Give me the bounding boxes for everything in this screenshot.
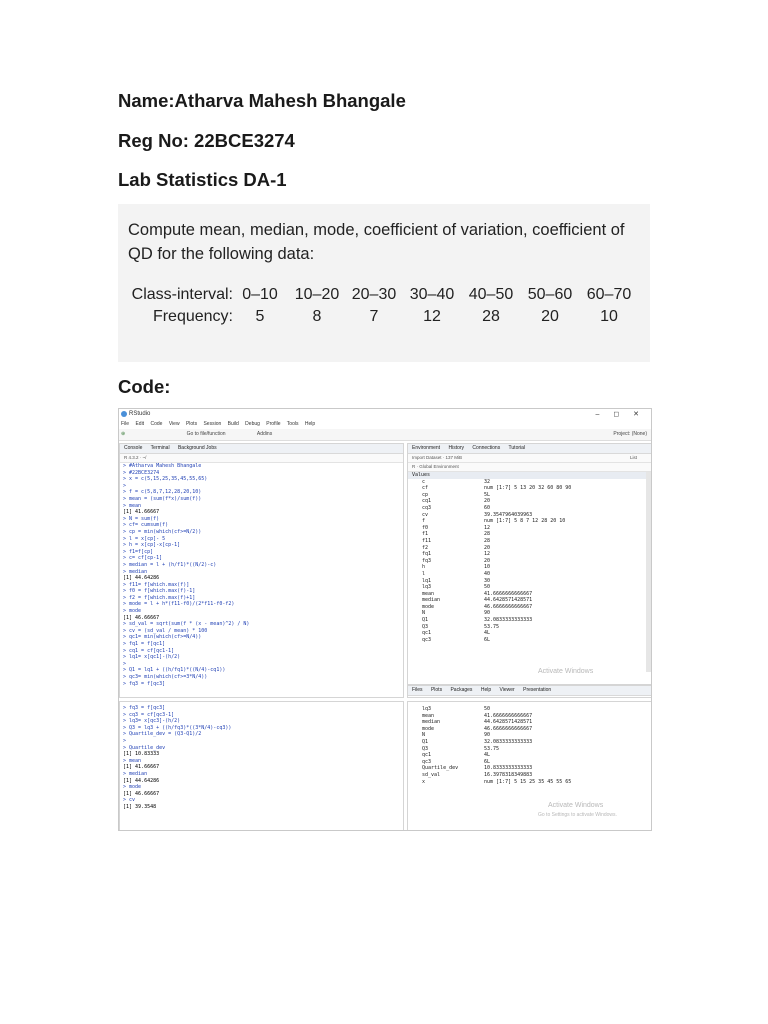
- variable-name: c: [422, 478, 426, 485]
- environment-row[interactable]: [408, 571, 651, 578]
- variable-name: qc1: [422, 630, 432, 637]
- menu-edit[interactable]: Edit: [135, 421, 145, 427]
- files-tabs: [408, 686, 651, 696]
- console-command-line: > fq1 = f[qc1]: [123, 641, 166, 648]
- environment-row[interactable]: [408, 746, 651, 753]
- variable-value: num [1:7] 5 13 20 32 60 80 90: [484, 485, 572, 492]
- variable-value: 44.6428571428571: [484, 597, 533, 604]
- environment-row[interactable]: [408, 610, 651, 617]
- console-command-line: > N = sum(f): [123, 515, 160, 522]
- environment-row[interactable]: [408, 525, 651, 532]
- console-command-line: > f2 = f[which.max(f)+1]: [123, 594, 196, 601]
- console-command-line: > fq3 = f[qc3]: [123, 705, 166, 711]
- console-command-line: > qc1= min(which(cf>=N/4)): [123, 634, 202, 641]
- variable-name: N: [422, 732, 426, 739]
- variable-name: lq1: [422, 577, 432, 584]
- console-command-line: > cv: [123, 797, 136, 804]
- variable-value: 10: [484, 564, 491, 571]
- tab-console[interactable]: Console: [124, 445, 143, 451]
- variable-name: Q3: [422, 623, 429, 630]
- question-text: [128, 218, 640, 266]
- console-command-line: > c= cf[cp-1]: [123, 555, 163, 562]
- environment-pane: [407, 443, 652, 685]
- variable-name: mode: [422, 603, 435, 610]
- variable-value: 90: [484, 610, 491, 617]
- values-section-header: Values: [408, 472, 651, 479]
- variable-name: h: [422, 564, 426, 571]
- console-command-line: > sd_val = sqrt(sum(f * (x - mean)^2) / N): [123, 621, 250, 628]
- activate-windows-subtext: Go to Settings to activate Windows.: [538, 812, 617, 818]
- activate-windows-watermark: Activate Windows: [538, 668, 594, 675]
- variable-value: 12: [484, 551, 491, 558]
- class-cell: 40–50: [468, 286, 514, 303]
- variable-value: 4L: [484, 630, 491, 637]
- environment-row[interactable]: [408, 732, 651, 739]
- frequency-cell: 20: [541, 308, 559, 325]
- console-command-line: > mode: [123, 784, 142, 791]
- menu-bar: [119, 420, 651, 429]
- class-cell: 10–20: [294, 286, 340, 303]
- menu-plots[interactable]: Plots: [185, 421, 198, 427]
- frequency-cell: 28: [482, 308, 500, 325]
- environment-row[interactable]: [408, 538, 651, 545]
- menu-debug[interactable]: Debug: [245, 421, 260, 427]
- menu-view[interactable]: View: [168, 421, 180, 427]
- go-to-file-input[interactable]: Go to file/function: [186, 431, 226, 437]
- registration-number: Reg No: 22BCE3274: [118, 130, 295, 151]
- variable-value: 39.3547964039963: [484, 511, 533, 518]
- variable-name: N: [422, 610, 426, 617]
- environment-row[interactable]: [408, 739, 651, 746]
- variable-value: 20: [484, 557, 491, 564]
- variable-name: Q3: [422, 745, 429, 752]
- list-view-toggle[interactable]: List: [629, 455, 637, 460]
- console-command-line: > h = x[cp]-x[cp-1]: [123, 542, 181, 549]
- variable-value: 10.8333333333333: [484, 765, 533, 772]
- student-name: Name:Atharva Mahesh Bhangale: [118, 90, 406, 111]
- tab-tutorial[interactable]: Tutorial: [508, 445, 526, 451]
- console-command-line: > mean: [123, 757, 142, 764]
- variable-value: 41.6666666666667: [484, 590, 533, 597]
- console-command-line: > lq3= x[qc3]-(h/2): [123, 718, 181, 725]
- variable-name: cf: [422, 485, 429, 492]
- variable-name: f1: [422, 531, 429, 538]
- environment-row[interactable]: [408, 545, 651, 552]
- variable-value: 32.0833333333333: [484, 738, 533, 745]
- console-command-line: > mode = l + h*(f11-f0)/(2*f11-f0-f2): [123, 601, 235, 608]
- console-command-line: > cq1 = cf[qc1-1]: [123, 647, 175, 654]
- environment-row[interactable]: [408, 564, 651, 571]
- variable-name: lq3: [422, 584, 432, 591]
- question-line-2: QD for the following data:: [128, 245, 315, 263]
- tab-viewer[interactable]: Viewer: [499, 687, 515, 693]
- console-command-line: > Quartile_dev: [123, 744, 166, 751]
- variable-name: f0: [422, 524, 429, 531]
- console-tabs: [120, 444, 403, 454]
- rstudio-titlebar: [119, 409, 651, 420]
- console-output[interactable]: [120, 463, 403, 687]
- variable-name: sd_val: [422, 771, 441, 778]
- environment-scope-select[interactable]: R · Global Environment: [408, 463, 651, 472]
- frequency-label: Frequency:: [152, 308, 233, 325]
- console-command-line: > mode: [123, 608, 142, 615]
- environment-row[interactable]: [408, 597, 651, 604]
- environment-row[interactable]: [408, 584, 651, 591]
- environment-row[interactable]: [408, 637, 651, 644]
- console-command-line: >: [123, 660, 127, 667]
- variable-value: 6L: [484, 636, 491, 643]
- addins-button[interactable]: Addins: [256, 431, 273, 437]
- console-command-line: > f0 = f[which.max(f)-1]: [123, 588, 196, 595]
- class-interval-label: Class-interval:: [131, 286, 233, 303]
- main-toolbar: [119, 429, 651, 441]
- tab-history[interactable]: History: [448, 445, 465, 451]
- console-result-line: [1] 39.3548: [123, 803, 157, 810]
- variable-value: 40: [484, 570, 491, 577]
- variable-name: qc3: [422, 758, 432, 765]
- menu-session[interactable]: Session: [203, 421, 222, 427]
- menu-code[interactable]: Code: [150, 421, 163, 427]
- question-line-1: Compute mean, median, mode, coefficient of variation, coefficient of: [128, 221, 625, 239]
- environment-row[interactable]: [408, 624, 651, 631]
- environment-row[interactable]: [408, 713, 651, 720]
- variable-name: f11: [422, 537, 432, 544]
- console-command-line: >: [123, 737, 127, 744]
- console-command-line: > mean = (sum(f*x)/sum(f)): [123, 495, 202, 502]
- environment-row[interactable]: [408, 531, 651, 538]
- environment-row[interactable]: [408, 518, 651, 525]
- console-command-line: > Q1 = lq1 + ((h/fq1)*((N/4)-cq1)): [123, 667, 226, 674]
- environment-row[interactable]: [408, 779, 651, 786]
- menu-help[interactable]: Help: [304, 421, 316, 427]
- frequency-cell: 8: [312, 308, 322, 325]
- console-command-line: > cv = (sd_val / mean) * 100: [123, 627, 208, 634]
- variable-value: 20: [484, 498, 491, 505]
- environment-toolbar: [408, 454, 651, 463]
- variable-name: qc1: [422, 752, 432, 759]
- tab-help[interactable]: Help: [480, 687, 492, 693]
- class-cell: 50–60: [527, 286, 573, 303]
- variable-name: qc3: [422, 636, 432, 643]
- environment-row[interactable]: [408, 485, 651, 492]
- console-result-line: [1] 46.66667: [123, 790, 160, 797]
- environment-row[interactable]: [408, 726, 651, 733]
- console-result-line: [1] 46.66667: [123, 614, 160, 621]
- environment-row[interactable]: [408, 551, 651, 558]
- import-dataset-button[interactable]: Import Dataset · 137 MiB: [412, 455, 463, 460]
- variable-name: mean: [422, 590, 435, 597]
- window-title: RStudio: [129, 411, 151, 417]
- variable-name: l: [422, 570, 426, 577]
- environment-row[interactable]: [408, 492, 651, 499]
- lab-title: Lab Statistics DA-1: [118, 169, 287, 190]
- class-cell: 60–70: [586, 286, 632, 303]
- variable-name: median: [422, 597, 441, 604]
- console-command-line: > #22BCE3274: [123, 469, 160, 476]
- environment-row[interactable]: [408, 765, 651, 772]
- environment-row[interactable]: [408, 558, 651, 565]
- frequency-cell: 7: [369, 308, 379, 325]
- menu-tools[interactable]: Tools: [286, 421, 299, 427]
- variable-value: 53.75: [484, 745, 500, 752]
- variable-value: 28: [484, 531, 491, 538]
- environment-row[interactable]: [408, 479, 651, 486]
- variable-value: 16.3978318349883: [484, 771, 533, 778]
- environment-tabs: [408, 444, 651, 454]
- variable-value: 32.0833333333333: [484, 617, 533, 624]
- rstudio-logo-icon: [121, 411, 127, 417]
- console-command-line: > x = c(5,15,25,35,45,55,65): [123, 476, 208, 483]
- console-result-line: [1] 41.66667: [123, 509, 160, 516]
- environment-row[interactable]: [408, 498, 651, 505]
- variable-name: mean: [422, 712, 435, 719]
- environment-row[interactable]: [408, 505, 651, 512]
- menu-profile[interactable]: Profile: [266, 421, 281, 427]
- console-command-line: > median: [123, 568, 148, 575]
- environment-row[interactable]: [408, 772, 651, 779]
- console-result-line: [1] 41.66667: [123, 764, 160, 771]
- variable-value: 46.6666666666667: [484, 725, 533, 732]
- variable-value: 20: [484, 544, 491, 551]
- variable-value: 30: [484, 577, 491, 584]
- console-command-line: > median = l + (h/f1)*((N/2)-c): [123, 561, 217, 568]
- variable-name: x: [422, 778, 426, 785]
- tab-terminal[interactable]: Terminal: [150, 445, 170, 451]
- console-command-line: > Q3 = lq3 + ((h/fq3)*((3*N/4)-cq3)): [123, 724, 232, 731]
- environment-values-list-lower: [408, 702, 651, 785]
- environment-row[interactable]: [408, 512, 651, 519]
- variable-name: cp: [422, 491, 429, 498]
- project-menu[interactable]: Project: (None): [613, 431, 647, 437]
- console-command-line: >: [123, 482, 127, 489]
- variable-name: fq3: [422, 557, 432, 564]
- frequency-cell: 5: [255, 308, 265, 325]
- variable-value: 46.6666666666667: [484, 603, 533, 610]
- menu-file[interactable]: File: [121, 421, 130, 427]
- new-file-icon[interactable]: ⊕: [121, 431, 126, 437]
- window-controls[interactable]: – ◻ ✕: [595, 411, 645, 418]
- variable-value: 90: [484, 732, 491, 739]
- variable-value: 5L: [484, 491, 491, 498]
- variable-value: 50: [484, 584, 491, 591]
- tab-connections[interactable]: Connections: [472, 445, 501, 451]
- tab-plots[interactable]: Plots: [430, 687, 443, 693]
- variable-value: 44.6428571428571: [484, 719, 533, 726]
- tab-background-jobs[interactable]: Background Jobs: [177, 445, 217, 451]
- environment-scrollbar[interactable]: [646, 472, 651, 672]
- frequency-cell: 12: [423, 308, 441, 325]
- console-command-line: > #Atharva Mahesh Bhangale: [123, 463, 202, 469]
- console-command-line: > f1=f[cp]: [123, 548, 154, 555]
- variable-name: cq1: [422, 498, 432, 505]
- environment-row[interactable]: [408, 706, 651, 713]
- rstudio-screenshot: [118, 408, 652, 831]
- variable-name: Q1: [422, 617, 429, 624]
- console-command-line: > cf= cumsum(f): [123, 522, 169, 529]
- variable-name: cv: [422, 511, 429, 518]
- console-pane: [119, 443, 404, 698]
- variable-value: 6L: [484, 758, 491, 765]
- console-command-line: > lq1= x[qc1]-(h/2): [123, 654, 181, 661]
- tab-presentation[interactable]: Presentation: [523, 687, 552, 693]
- console-command-line: > fq3 = f[qc3]: [123, 680, 166, 687]
- console-command-line: > qc3= min(which(cf>=3*N/4)): [123, 674, 208, 680]
- variable-name: Quartile_dev: [422, 765, 459, 772]
- console-pane-lower: [119, 701, 404, 831]
- console-command-line: > cq3 = cf[qc3-1]: [123, 711, 175, 718]
- environment-row[interactable]: [408, 759, 651, 766]
- variable-value: 41.6666666666667: [484, 712, 533, 719]
- console-command-line: > f11= f[which.max(f)]: [123, 581, 190, 588]
- console-result-line: [1] 44.64286: [123, 777, 160, 784]
- tab-files[interactable]: Files: [412, 687, 423, 693]
- variable-name: f: [422, 518, 426, 525]
- variable-name: lq3: [422, 706, 432, 712]
- variable-name: mode: [422, 725, 435, 732]
- environment-row[interactable]: [408, 591, 651, 598]
- console-result-line: [1] 44.64286: [123, 575, 160, 582]
- variable-value: 50: [484, 706, 491, 712]
- variable-value: 32: [484, 478, 491, 485]
- variable-value: num [1:7] 5 8 7 12 28 20 10: [484, 518, 566, 525]
- variable-value: 4L: [484, 752, 491, 759]
- class-cell: 20–30: [351, 286, 397, 303]
- console-result-line: [1] 10.83333: [123, 751, 160, 758]
- class-cell: 0–10: [242, 286, 278, 303]
- code-heading: Code:: [118, 376, 171, 397]
- class-cell: 30–40: [409, 286, 455, 303]
- menu-build[interactable]: Build: [227, 421, 239, 427]
- variable-value: num [1:7] 5 15 25 35 45 55 65: [484, 778, 572, 785]
- environment-values-list: [408, 479, 651, 644]
- variable-name: Q1: [422, 738, 429, 745]
- activate-windows-watermark-lower: Activate Windows: [548, 802, 604, 809]
- variable-value: 28: [484, 537, 491, 544]
- variable-value: 60: [484, 504, 491, 511]
- variable-name: median: [422, 719, 441, 726]
- environment-pane-lower: [407, 701, 652, 831]
- question-image: [118, 204, 650, 362]
- files-pane-header: [407, 685, 652, 698]
- console-command-line: > median: [123, 770, 148, 777]
- variable-name: fq1: [422, 551, 432, 558]
- console-command-line: > f = c(5,8,7,12,28,20,10): [123, 489, 202, 496]
- variable-value: 53.75: [484, 623, 500, 630]
- console-path: R 4.3.2 · ~/: [120, 454, 403, 463]
- environment-row[interactable]: [408, 604, 651, 611]
- tab-environment[interactable]: Environment: [412, 445, 441, 451]
- console-command-line: > cp = min(which(cf>=N/2)): [123, 528, 202, 535]
- environment-row[interactable]: [408, 752, 651, 759]
- frequency-cell: 10: [600, 308, 618, 325]
- variable-name: f2: [422, 544, 429, 551]
- console-command-line: > mean: [123, 502, 142, 509]
- environment-row[interactable]: [408, 719, 651, 726]
- environment-row[interactable]: [408, 578, 651, 585]
- console-command-line: > Quartile_dev = (Q3-Q1)/2: [123, 731, 202, 738]
- environment-row[interactable]: [408, 617, 651, 624]
- console-command-line: > l = x[cp]- 5: [123, 535, 166, 542]
- tab-packages[interactable]: Packages: [450, 687, 473, 693]
- environment-row[interactable]: [408, 630, 651, 637]
- variable-name: cq3: [422, 504, 432, 511]
- variable-value: 12: [484, 524, 491, 531]
- console-output-lower[interactable]: [120, 702, 403, 811]
